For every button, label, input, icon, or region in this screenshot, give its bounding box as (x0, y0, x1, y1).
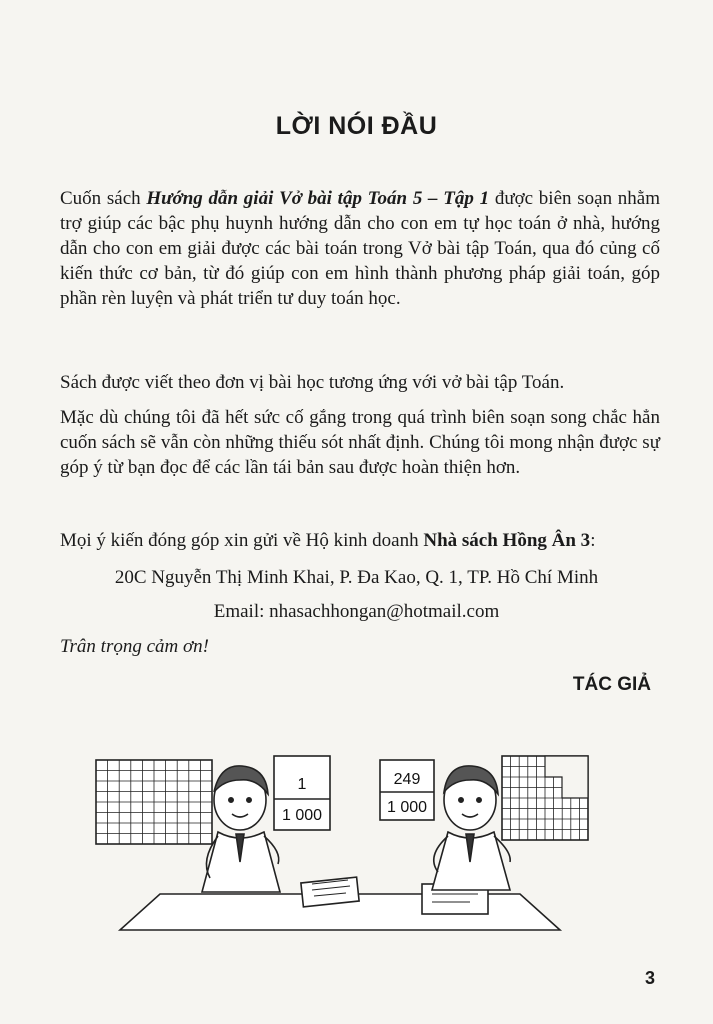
paragraph-intro-lead: Cuốn sách (60, 188, 147, 209)
paragraph-contact (60, 528, 660, 553)
left-child (202, 766, 280, 892)
left-fraction-numerator: 1 (297, 776, 307, 793)
show-through-text (200, 52, 207, 83)
right-fraction-numerator: 249 (393, 771, 421, 788)
left-grid-board (96, 760, 212, 844)
colon: : (590, 530, 596, 551)
paragraph-intro (60, 186, 660, 311)
closing-thanks: Trân trọng cảm ơn! (60, 636, 209, 657)
author-signature: TÁC GIẢ (572, 674, 651, 695)
paragraph-contact-lead: Mọi ý kiến đóng góp xin gửi về Hộ kinh doanh (60, 530, 424, 551)
right-child (432, 766, 510, 890)
right-fraction-denominator: 1 000 (386, 799, 428, 816)
paragraph-structure: Sách được viết theo đơn vị bài học tương ứng với vở bài tập Toán. (60, 372, 565, 393)
address: 20C Nguyễn Thị Minh Khai, P. Đa Kao, Q. 1, TP. Hồ Chí Minh (114, 567, 599, 588)
right-grid-board (502, 756, 588, 840)
email-line: Email: nhasachhongan@hotmail.com (213, 601, 500, 622)
paragraph-intro-rest: được biên soạn nhằm trợ giúp các bậc phụ huynh hướng dẫn cho con em tự học toán ở nhà, hướng dẫn cho con em giải được các bài toán trong Vở bài tập Toán, qua đó củng cố kiến thức cơ bản, từ đó giúp con em hình thành phương pháp giải toán, góp phần rèn luyện và phát triển tư duy toán học. (60, 188, 661, 309)
children-illustration (90, 752, 590, 932)
page-number: 3 (644, 968, 655, 988)
page-title: LỜI NÓI ĐẦU (275, 112, 438, 140)
left-fraction-denominator: 1 000 (281, 807, 323, 824)
paragraph-apology: Mặc dù chúng tôi đã hết sức cố gắng trong quá trình biên soạn song chắc hẳn cuốn sách sẽ vẫn còn những thiếu sót nhất định. Chúng tôi mong nhận được sự góp ý từ bạn đọc để các lần tái bản sau được hoàn thiện hơn. (60, 407, 660, 478)
publisher-name: Nhà sách Hồng Ân 3 (423, 530, 591, 551)
book-title: Hướng dẫn giải Vở bài tập Toán 5 – Tập 1 (146, 188, 490, 209)
